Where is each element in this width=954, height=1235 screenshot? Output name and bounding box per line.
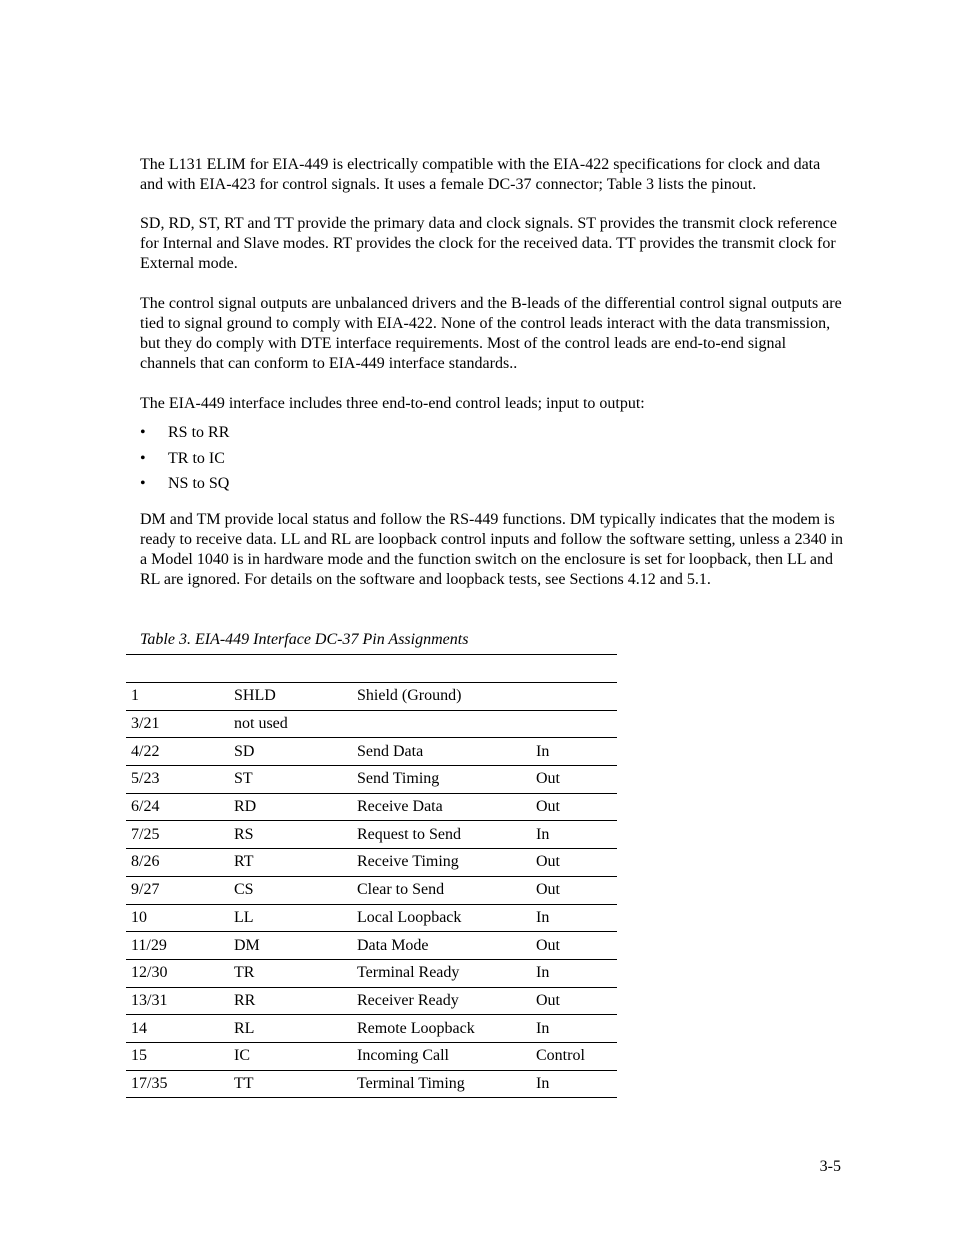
table-row [126,932,617,960]
signal-cell: SD [234,742,255,760]
direction-cell: In [536,1019,550,1037]
paragraph-status-loopback: DM and TM provide local status and follow the RS-449 functions. DM typically indicates that the modem is ready to receive data. LL and RL are loopback control inputs and follow the software setting, unless a 2340 in a Model 1040 is in hardware mode and the function switch on the enclosure is set for loopback, then LL and RL are ignored. For details on the software and loopback tests, see Sections 4.12 and 5.1. [140,511,844,588]
list-item-text: TR to IC [168,449,225,467]
paragraph-elim-overview: The L131 ELIM for EIA-449 is electrically compatible with the EIA-422 specifications for clock and data and with EIA-423 for control signals. It uses a female DC-37 connector; Table 3 lists the pinout. [140,156,821,193]
signal-cell: SHLD [234,687,276,705]
pin-cell: 17/35 [131,1074,168,1092]
direction-cell: In [536,1074,550,1092]
signal-cell: IC [234,1047,250,1065]
direction-cell [531,683,617,711]
table-row [126,710,617,738]
direction-cell: In [536,908,550,926]
control-leads-list [140,423,229,500]
paragraph-data-clock-signals: SD, RD, ST, RT and TT provide the primary data and clock signals. ST provides the transmit clock reference for Internal and Slave modes. RT provides the clock for the received data. TT provides the transmit clock for External mode. [140,215,837,272]
table-row [126,959,617,987]
signal-cell: not used [234,715,288,733]
page-number: 3-5 [819,1158,841,1175]
signal-cell: RT [234,853,254,871]
pin-cell: 11/29 [131,936,167,954]
direction-cell: Out [536,798,560,816]
direction-cell: Out [536,853,560,871]
direction-cell: In [536,742,550,760]
signal-name-cell: Send Data [357,742,424,760]
pin-cell: 8/26 [131,853,160,871]
signal-cell: RR [234,991,256,1009]
bullet-icon: • [140,424,146,441]
pin-cell: 10 [131,908,147,926]
pin-table-body [126,683,617,1098]
pin-cell: 13/31 [131,991,168,1009]
list-item-text: NS to SQ [168,475,230,492]
signal-name-cell: Clear to Send [357,881,445,899]
table-row [126,683,617,711]
table-row [126,987,617,1015]
direction-cell: Out [536,881,560,899]
table-caption: Table 3. EIA-449 Interface DC-37 Pin Assignments [140,631,469,648]
pin-cell: 14 [131,1019,147,1037]
signal-cell: DM [234,936,260,954]
paragraph-control-leads-intro: The EIA-449 interface includes three end-to-end control leads; input to output: [140,395,645,412]
table-top-rule [126,654,617,655]
signal-cell: RL [234,1019,255,1037]
signal-cell: TT [234,1074,254,1092]
table-row [126,821,617,849]
direction-cell: Out [536,991,560,1009]
signal-name-cell: Terminal Timing [357,1074,465,1092]
table-row [126,766,617,794]
pin-cell: 3/21 [131,715,160,733]
direction-cell: Control [536,1047,585,1065]
signal-name-cell: Local Loopback [357,908,462,926]
signal-cell: LL [234,908,254,926]
signal-cell: ST [234,770,253,788]
table-row [126,1070,617,1098]
pin-cell: 12/30 [131,964,168,982]
signal-name-cell: Data Mode [357,936,429,954]
pin-assignment-table [126,682,617,1098]
list-item [140,423,229,449]
signal-name-cell: Shield (Ground) [357,687,462,705]
table-row [126,849,617,877]
pin-cell: 7/25 [131,825,160,843]
table-row [126,876,617,904]
table-row [126,738,617,766]
signal-name-cell: Receive Timing [357,853,459,871]
signal-cell: RS [234,825,254,843]
direction-cell: Out [536,936,560,954]
signal-cell: TR [234,964,255,982]
pin-cell: 5/23 [131,770,160,788]
signal-name-cell: Request to Send [357,825,461,843]
table-row [126,793,617,821]
signal-name-cell: Receive Data [357,798,443,816]
signal-name-cell: Incoming Call [357,1047,449,1065]
signal-name-cell: Receiver Ready [357,991,459,1009]
direction-cell: In [536,825,550,843]
pin-cell: 4/22 [131,742,160,760]
pin-cell: 6/24 [131,798,160,816]
bullet-icon: • [140,449,146,467]
list-item [140,449,229,475]
signal-name-cell: Send Timing [357,770,440,788]
paragraph-control-signal-outputs: The control signal outputs are unbalanced drivers and the B-leads of the differential control signal outputs are tied to signal ground to comply with EIA-422. None of the control leads interact with the data transmission, but they do comply with DTE interface requirements. Most of the control leads are end-to-end signal channels that can conform to EIA-449 interface standards.. [140,295,842,372]
pin-cell: 9/27 [131,881,160,899]
list-item-text: RS to RR [168,424,230,441]
signal-cell: CS [234,881,254,899]
signal-name-cell: Remote Loopback [357,1019,475,1037]
table-row [126,1042,617,1070]
list-item [140,474,229,500]
direction-cell: Out [536,770,560,788]
direction-cell [531,710,617,738]
bullet-icon: • [140,475,146,492]
direction-cell: In [536,964,550,982]
pin-cell: 1 [131,687,139,705]
signal-name-cell [352,710,531,738]
pin-cell: 15 [131,1047,147,1065]
signal-cell: RD [234,798,257,816]
table-row [126,904,617,932]
table-row [126,1015,617,1043]
signal-name-cell: Terminal Ready [357,964,460,982]
